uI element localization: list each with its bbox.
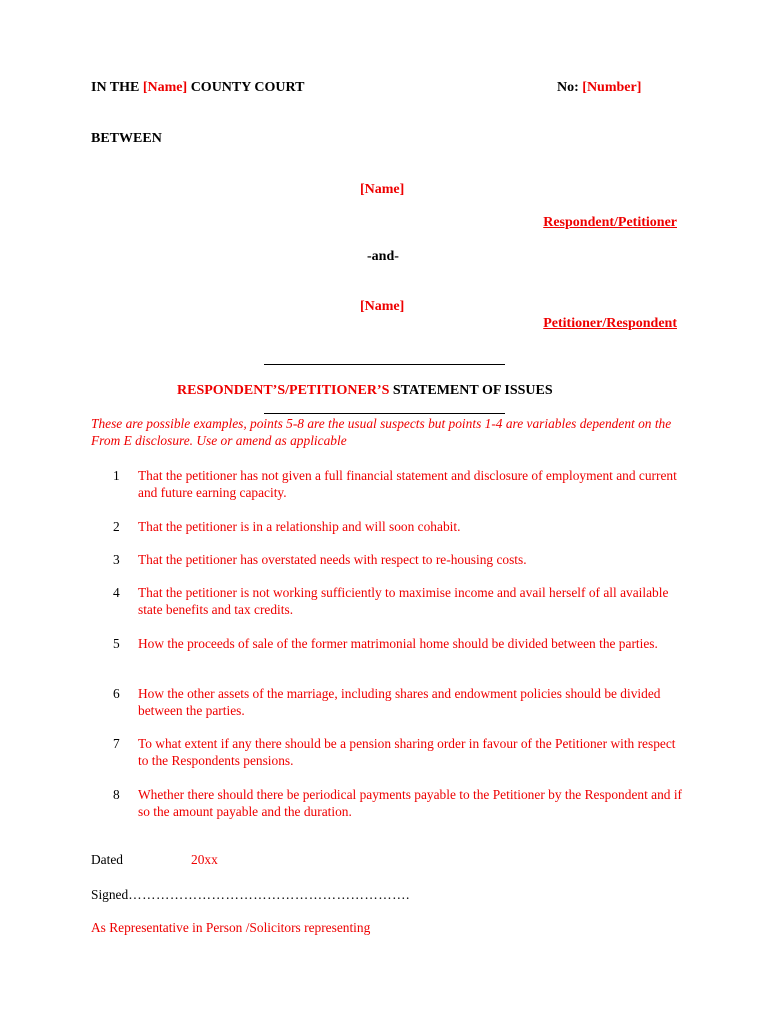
signed-label: Signed	[91, 887, 129, 902]
signature-line	[91, 887, 410, 903]
court-heading	[91, 80, 304, 96]
issue-number: 4	[113, 585, 120, 600]
issue-text: That the petitioner is in a relationship and will soon cohabit.	[138, 519, 461, 534]
party2-name: [Name]	[360, 299, 405, 314]
and-separator: -and-	[367, 249, 399, 264]
issue-text: That the petitioner has not given a full financial statement and disclosure of employment and current and future earning capacity.	[138, 468, 677, 500]
guidance-note: These are possible examples, points 5-8 are the usual suspects but points 1-4 are variables dependent on the From E disclosure. Use or amend as applicable	[91, 416, 672, 448]
issue-text: That the petitioner has overstated needs with respect to re-housing costs.	[138, 552, 527, 567]
dated-value: 20xx	[191, 852, 218, 867]
between-label: BETWEEN	[91, 131, 162, 146]
issue-number: 7	[113, 736, 120, 751]
issue-text: To what extent if any there should be a pension sharing order in favour of the Petitioner with respect to the Respondents pensions.	[138, 736, 676, 768]
issue-number: 2	[113, 519, 120, 534]
representative-line: As Representative in Person /Solicitors representing	[91, 920, 371, 935]
document-title-main: STATEMENT OF ISSUES	[392, 383, 553, 398]
issue-number: 8	[113, 787, 120, 802]
document-title	[177, 383, 553, 399]
issue-text: How the other assets of the marriage, including shares and endowment policies should be divided between the parties.	[138, 686, 661, 718]
issue-number: 5	[113, 636, 120, 651]
case-number-label: No:	[557, 80, 579, 95]
party1-name: [Name]	[360, 182, 405, 197]
issue-text: How the proceeds of sale of the former matrimonial home should be divided between the parties.	[138, 636, 658, 651]
issue-number: 1	[113, 468, 120, 483]
court-name-placeholder: [Name]	[142, 80, 188, 95]
document-title-parties: RESPONDENT’S/PETITIONER’S	[177, 383, 390, 398]
party2-role: Petitioner/Respondent	[543, 316, 677, 331]
party1-role: Respondent/Petitioner	[543, 215, 677, 230]
issue-text: That the petitioner is not working sufficiently to maximise income and avail herself of all available state benefits and tax credits.	[138, 585, 669, 617]
issue-text: Whether there should there be periodical payments payable to the Petitioner by the Respondent and if so the amount payable and the duration.	[138, 787, 683, 819]
court-suffix: COUNTY COURT	[190, 80, 305, 95]
title-rule-top	[264, 364, 505, 365]
issue-number: 3	[113, 552, 120, 567]
issue-number: 6	[113, 686, 120, 701]
dated-label: Dated	[91, 852, 123, 867]
case-number-placeholder: [Number]	[582, 80, 642, 95]
court-prefix: IN THE	[91, 80, 140, 95]
case-number	[557, 80, 641, 96]
title-rule-bottom	[264, 413, 505, 414]
signature-dots: …………………………………………………….	[128, 887, 410, 902]
